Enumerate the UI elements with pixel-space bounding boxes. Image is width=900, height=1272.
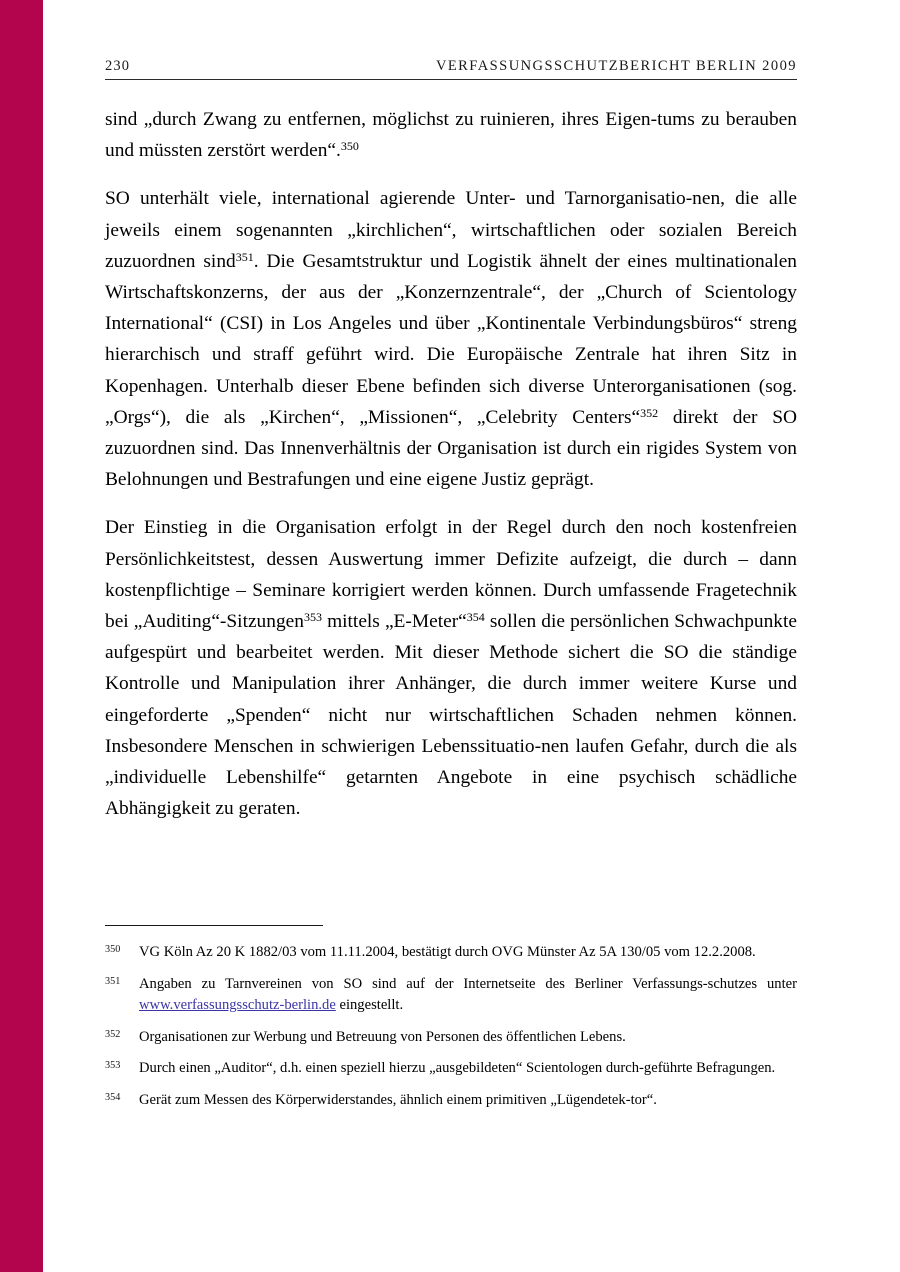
footnote-separator-rule [105, 925, 323, 926]
footnote-entry [105, 1058, 797, 1080]
running-header [105, 58, 797, 80]
footnote-text: Durch einen „Auditor“, d.h. einen speziell hierzu „ausgebildeten“ Scientologen durch-geführte Befragungen. [139, 1060, 776, 1076]
footnote-entry [105, 974, 797, 1017]
page-number: 230 [105, 58, 131, 74]
footnote-entry [105, 1090, 797, 1112]
footnote-entry [105, 942, 797, 964]
footnote-section [105, 925, 797, 1111]
body-paragraph: sind „durch Zwang zu entfernen, möglichst zu ruinieren, ihres Eigen-tums zu berauben und müssten zerstört werden“.$^{350}$ [105, 109, 797, 162]
footnote-entry [105, 1027, 797, 1049]
decorative-side-bar [0, 0, 43, 1272]
body-paragraph: SO unterhält viele, international agierende Unter- und Tarnorganisatio-nen, die alle jeweils einem sogenannten „kirchlichen“, wirtschaftlichen oder sozialen Bereich zuzuordnen sind$^{351}$. Die Gesamtstruktur und Logistik ähnelt der eines multinationalen Wirtschaftskonzerns, der aus der „Konzernzentrale“, der „Church of Scientology International“ (CSI) in Los Angeles und über „Kontinentale Verbindungsbüros“ streng hierarchisch und straff geführt wird. Die Europäische Zentrale hat ihren Sitz in Kopenhagen. Unterhalb dieser Ebene befinden sich diverse Unterorganisationen (sog. „Orgs“), die als „Kirchen“, „Missionen“, „Celebrity Centers“$^{352}$ direkt der SO zuzuordnen sind. Das Innenverhältnis der Organisation ist durch ein rigides System von Belohnungen und Bestrafungen und eine eigene Justiz geprägt. [105, 188, 798, 491]
body-text [105, 104, 797, 824]
footnote-number: 354 [105, 1091, 121, 1103]
footnote-number: 351 [105, 975, 121, 987]
footnote-number: 352 [105, 1028, 121, 1040]
page-content [105, 0, 797, 1272]
footnote-number: 350 [105, 944, 121, 955]
footnote-text: Gerät zum Messen des Körperwiderstandes, ähnlich einem primitiven „Lügendetek-tor“. [139, 1091, 657, 1108]
footnote-list [105, 942, 797, 1111]
footnote-number: 353 [105, 1060, 121, 1071]
footnote-text: Organisationen zur Werbung und Betreuung von Personen des öffentlichen Lebens. [139, 1028, 626, 1045]
body-paragraph: Der Einstieg in die Organisation erfolgt in der Regel durch den noch kostenfreien Persönlichkeitstest, dessen Auswertung immer Defizite aufzeigt, die durch – dann kostenpflichtige – Seminare korrigiert werden können. Durch umfassende Fragetechnik bei „Auditing“-Sitzungen$^{353}$ mittels „E-Meter“$^{354}$ sollen die persönlichen Schwachpunkte aufgespürt und bearbeitet werden. Mit dieser Methode sichert die SO die ständige Kontrolle und Manipulation ihrer Anhänger, die durch immer weitere Kurse und eingeforderte „Spenden“ nicht nur wirtschaftlichen Schaden nehmen können. Insbesondere Menschen in schwierigen Lebenssituatio-nen laufen Gefahr, durch die als „individuelle Lebenshilfe“ getarnten Angebote in eine psychisch schädliche Abhängigkeit zu geraten. [105, 517, 797, 820]
verfassungsschutz-link[interactable]: www.verfassungsschutz-berlin.de [139, 997, 336, 1013]
footnote-text: Angaben zu Tarnvereinen von SO sind auf der Internetseite des Berliner Verfassungs-schutzes unter www.verfassungsschutz-berlin.de eingestellt. [139, 975, 797, 1013]
running-title: VERFASSUNGSSCHUTZBERICHT BERLIN 2009 [435, 58, 797, 74]
footnote-text: VG Köln Az 20 K 1882/03 vom 11.11.2004, bestätigt durch OVG Münster Az 5A 130/05 vom 12.2.2008. [139, 944, 756, 960]
